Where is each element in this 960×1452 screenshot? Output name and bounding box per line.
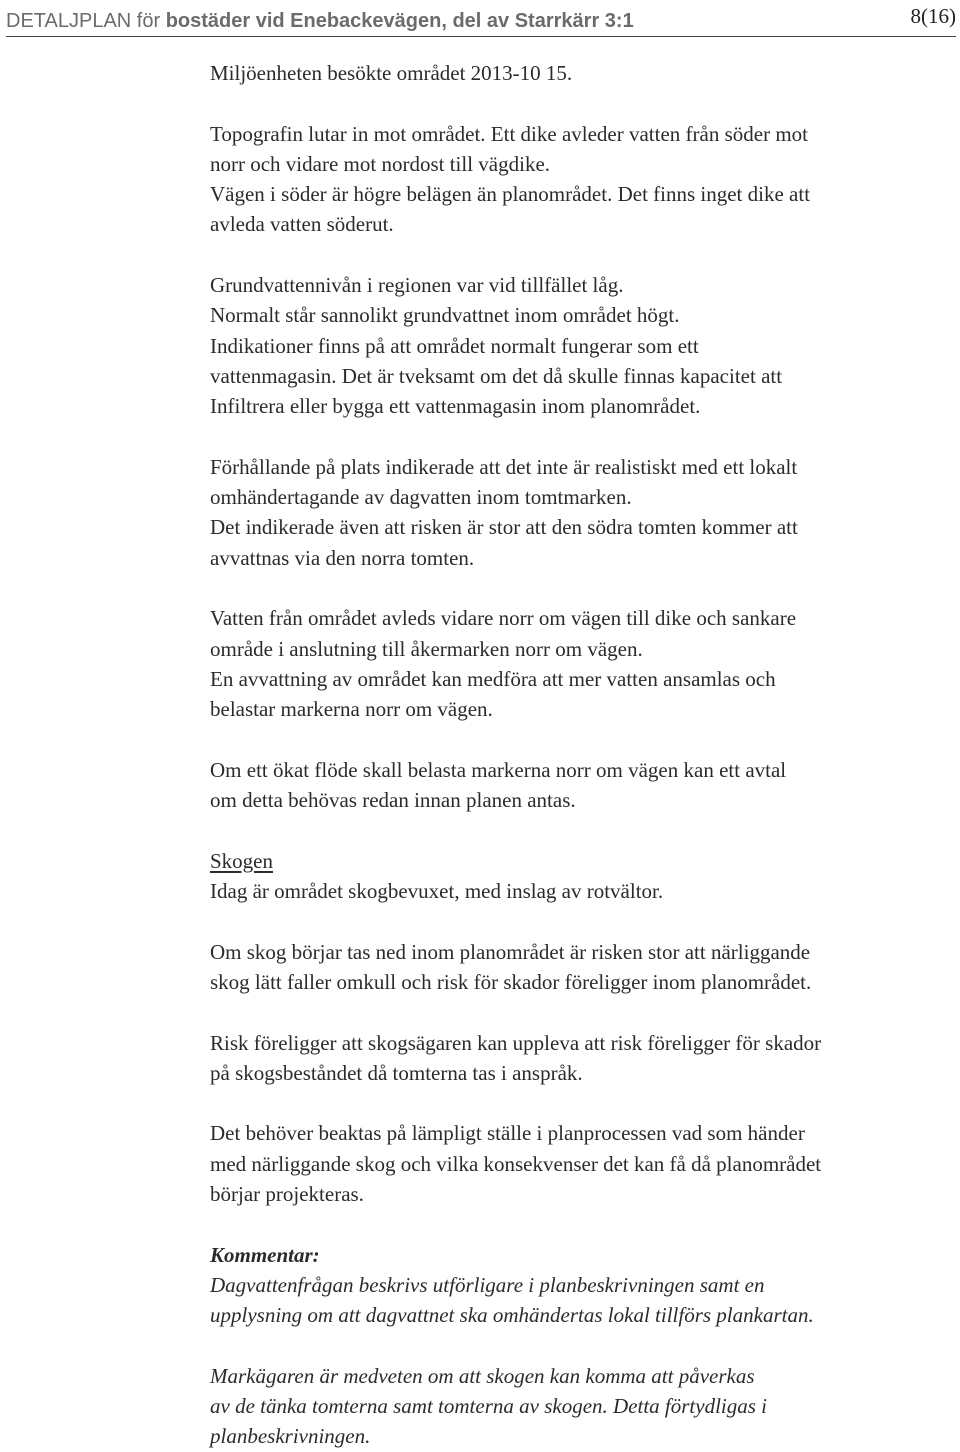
text-line: Indikationer finns på att området normalt fungerar som ett <box>210 333 699 358</box>
page-number: 8(16) <box>910 4 956 28</box>
text-line: Dagvattenfrågan beskrivs utförligare i planbeskrivningen samt en <box>210 1272 765 1297</box>
text-line: Markägaren är medveten om att skogen kan komma att påverkas <box>210 1363 755 1388</box>
paragraph-topography <box>210 119 950 240</box>
comment-paragraph-landowner <box>210 1361 950 1452</box>
paragraph-drainage <box>210 603 950 724</box>
document-body <box>210 58 950 1452</box>
paragraph-forest-owner <box>210 1028 950 1089</box>
comment-block <box>210 1240 950 1331</box>
text-line: på skogsbeståndet då tomterna tas i anspråk. <box>210 1060 583 1085</box>
text-line: av de tänka tomterna samt tomterna av skogen. Detta förtydligas i <box>210 1394 768 1419</box>
text-line: om detta behövas redan innan planen antas. <box>210 788 576 813</box>
document-type: DETALJPLAN för <box>6 10 166 32</box>
text-line: En avvattning av området kan medföra att mer vatten ansamlas och <box>210 666 776 691</box>
text-line: Grundvattennivån i regionen var vid tillfället låg. <box>210 273 624 298</box>
page-header <box>6 4 956 38</box>
text-line: börjar projekteras. <box>210 1181 364 1206</box>
text-line: Miljöenheten besökte området 2013-10 15. <box>210 61 573 85</box>
document-subject: bostäder vid Enebackevägen, del av Starrkärr 3:1 <box>165 10 634 32</box>
section-heading-forest: Skogen <box>210 848 273 873</box>
text-line: Förhållande på plats indikerade att det inte är realistiskt med ett lokalt <box>210 454 798 479</box>
text-line: Normalt står sannolikt grundvattnet inom området högt. <box>210 303 680 328</box>
text-line: skog lätt faller omkull och risk för skador föreligger inom planområdet. <box>210 969 812 994</box>
comment-heading: Kommentar: <box>210 1242 320 1267</box>
paragraph-flow <box>210 755 950 816</box>
header-divider <box>6 36 956 37</box>
text-line: omhändertagande av dagvatten inom tomtmarken. <box>210 485 632 510</box>
paragraph-conditions <box>210 452 950 573</box>
text-line: upplysning om att dagvattnet ska omhändertas lokal tillförs plankartan. <box>210 1303 814 1328</box>
paragraph-forest-risk <box>210 937 950 998</box>
text-line: Infiltrera eller bygga ett vattenmagasin inom planområdet. <box>210 394 701 419</box>
text-line: Det indikerade även att risken är stor att den södra tomten kommer att <box>210 515 798 540</box>
text-line: vattenmagasin. Det är tveksamt om det då skulle finnas kapacitet att <box>210 363 783 388</box>
text-line: med närliggande skog och vilka konsekvenser det kan få då planområdet <box>210 1151 822 1176</box>
paragraph-visit <box>210 58 950 88</box>
document-title <box>6 10 634 33</box>
section-forest-intro <box>210 846 950 907</box>
text-line: avleda vatten söderut. <box>210 212 394 237</box>
text-line: Risk föreligger att skogsägaren kan uppleva att risk föreligger för skador <box>210 1030 822 1055</box>
paragraph-groundwater <box>210 270 950 421</box>
text-line: Om ett ökat flöde skall belasta markerna norr om vägen kan ett avtal <box>210 757 787 782</box>
text-line: Vägen i söder är högre belägen än planområdet. Det finns inget dike att <box>210 182 811 207</box>
text-line: avvattnas via den norra tomten. <box>210 545 475 570</box>
text-line: belastar markerna norr om vägen. <box>210 697 493 722</box>
text-line: norr och vidare mot nordost till vägdike. <box>210 151 551 176</box>
text-line: Vatten från området avleds vidare norr om vägen till dike och sankare <box>210 606 797 631</box>
text-line: Det behöver beaktas på lämpligt ställe i planprocessen vad som händer <box>210 1121 805 1146</box>
text-line: planbeskrivningen. <box>210 1424 371 1449</box>
text-line: område i anslutning till åkermarken norr om vägen. <box>210 636 643 661</box>
text-line: Idag är området skogbevuxet, med inslag av rotvältor. <box>210 879 664 904</box>
paragraph-forest-process <box>210 1118 950 1209</box>
text-line: Om skog börjar tas ned inom planområdet är risken stor att närliggande <box>210 939 811 964</box>
text-line: Topografin lutar in mot området. Ett dike avleder vatten från söder mot <box>210 121 809 146</box>
